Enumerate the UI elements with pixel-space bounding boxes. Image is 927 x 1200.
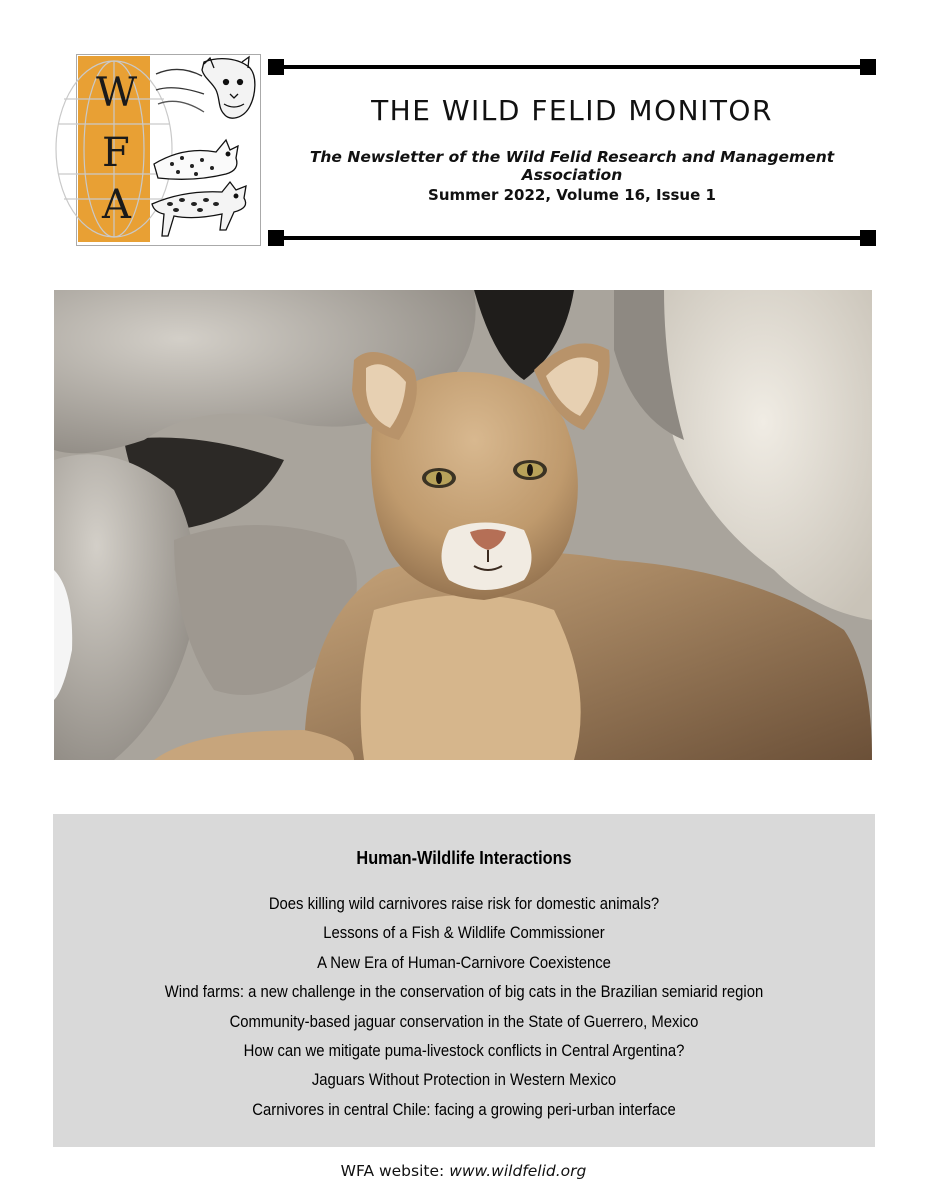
- logo-letter-f: F: [102, 130, 130, 176]
- website-link[interactable]: www.wildfelid.org: [449, 1162, 587, 1180]
- puma-photo-illustration: [54, 290, 872, 760]
- cat-sketches-icon: [152, 57, 255, 236]
- toc-item: A New Era of Human-Carnivore Coexistence: [317, 953, 611, 972]
- toc-item: Jaguars Without Protection in Western Mexico: [311, 1071, 617, 1090]
- toc-item: Carnivores in central Chile: facing a growing peri-urban interface: [252, 1100, 676, 1119]
- masthead: [268, 58, 876, 248]
- toc-box: [53, 814, 875, 1147]
- toc-item: Community-based jaguar conservation in the State of Guerrero, Mexico: [229, 1012, 699, 1031]
- cover-photo: [54, 290, 872, 760]
- footer: [0, 1162, 927, 1180]
- rule-end-square: [268, 230, 284, 246]
- wfa-logo: [54, 54, 259, 244]
- footer-label: WFA website:: [340, 1162, 445, 1180]
- logo-letter-w: W: [96, 70, 138, 116]
- toc-item: Does killing wild carnivores raise risk for domestic animals?: [268, 895, 660, 913]
- rule-end-square: [860, 230, 876, 246]
- top-rule: [276, 65, 868, 69]
- toc-list: [53, 890, 875, 1125]
- toc-item: Lessons of a Fish & Wildlife Commissioner: [323, 924, 605, 943]
- rule-end-square: [860, 59, 876, 75]
- newsletter-title: THE WILD FELID MONITOR: [371, 94, 773, 127]
- logo-artwork: [54, 54, 259, 244]
- rule-end-square: [268, 59, 284, 75]
- toc-item: Wind farms: a new challenge in the conservation of big cats in the Brazilian semiarid region: [164, 983, 764, 1002]
- logo-letter-a: A: [102, 182, 131, 228]
- toc-item: How can we mitigate puma-livestock conflicts in Central Argentina?: [243, 1041, 685, 1060]
- issue-info: Summer 2022, Volume 16, Issue 1: [428, 186, 716, 204]
- toc-heading: Human-Wildlife Interactions: [356, 847, 572, 868]
- newsletter-subtitle: The Newsletter of the Wild Felid Research and Management Association: [309, 148, 835, 184]
- bottom-rule: [276, 236, 868, 240]
